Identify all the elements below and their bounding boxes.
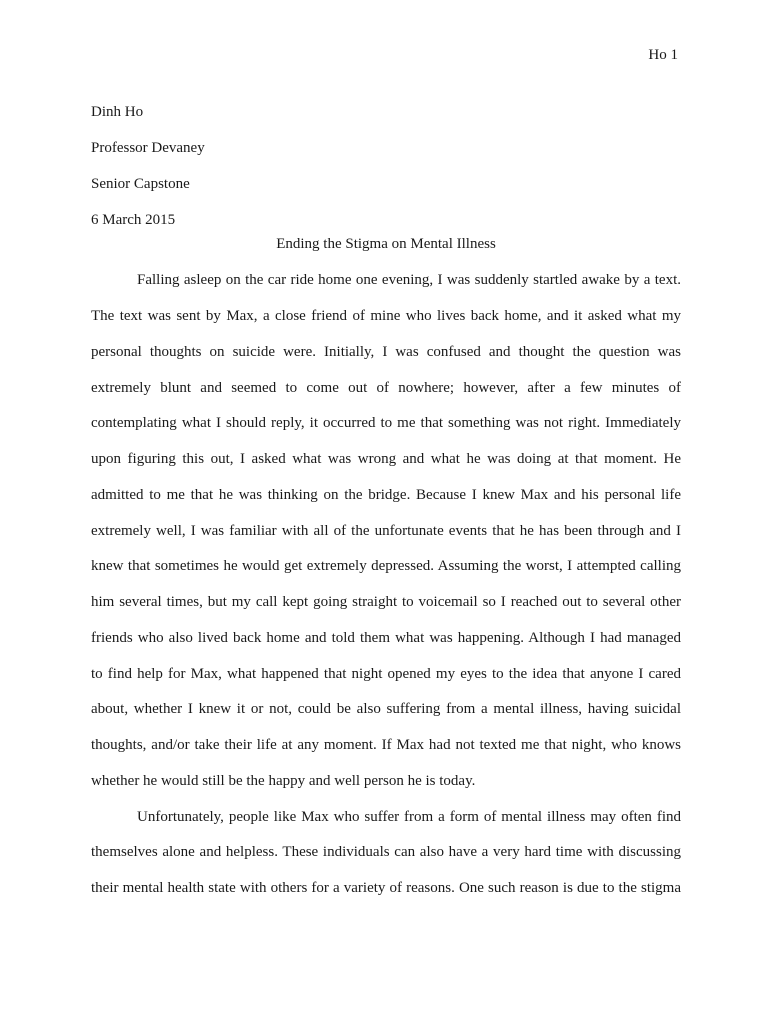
- body-line: whether he would still be the happy and well person he is today.: [91, 773, 476, 789]
- professor-name: Professor Devaney: [91, 140, 205, 156]
- date: 6 March 2015: [91, 212, 176, 228]
- body-line: friends who also lived back home and told them what was happening. Although I had managed: [91, 630, 681, 646]
- body-line: admitted to me that he was thinking on the bridge. Because I knew Max and his personal life: [91, 487, 681, 503]
- mla-heading: [91, 94, 681, 238]
- essay-title: Ending the Stigma on Mental Illness: [276, 236, 496, 252]
- body-line: knew that sometimes he would get extremely depressed. Assuming the worst, I attempted calling: [91, 558, 681, 574]
- body-line: thoughts, and/or take their life at any moment. If Max had not texted me that night, who knows: [91, 737, 681, 753]
- body-line: Falling asleep on the car ride home one evening, I was suddenly startled awake by a text.: [137, 272, 681, 288]
- body-line: extremely blunt and seemed to come out of nowhere; however, after a few minutes of: [91, 380, 681, 396]
- body-line: themselves alone and helpless. These individuals can also have a very hard time with discussing: [91, 844, 681, 860]
- body-line: The text was sent by Max, a close friend of mine who lives back home, and it asked what my: [91, 308, 681, 324]
- body-line: about, whether I knew it or not, could be also suffering from a mental illness, having suicidal: [91, 701, 681, 717]
- course-name: Senior Capstone: [91, 176, 190, 192]
- body-line: to find help for Max, what happened that night opened my eyes to the idea that anyone I cared: [91, 666, 681, 682]
- author-name: Dinh Ho: [91, 104, 144, 120]
- body-line: their mental health state with others for a variety of reasons. One such reason is due to the stigma: [91, 880, 681, 896]
- body-line: Unfortunately, people like Max who suffer from a form of mental illness may often find: [137, 809, 681, 825]
- body-line: extremely well, I was familiar with all of the unfortunate events that he has been through and I: [91, 523, 681, 539]
- body-line: upon figuring this out, I asked what was wrong and what he was doing at that moment. He: [91, 451, 681, 467]
- body-line: him several times, but my call kept going straight to voicemail so I reached out to several other: [91, 594, 681, 610]
- body-line: contemplating what I should reply, it occurred to me that something was not right. Immediately: [91, 415, 681, 431]
- running-head: Ho 1: [648, 47, 678, 63]
- body-line: personal thoughts on suicide were. Initially, I was confused and thought the question was: [91, 344, 681, 360]
